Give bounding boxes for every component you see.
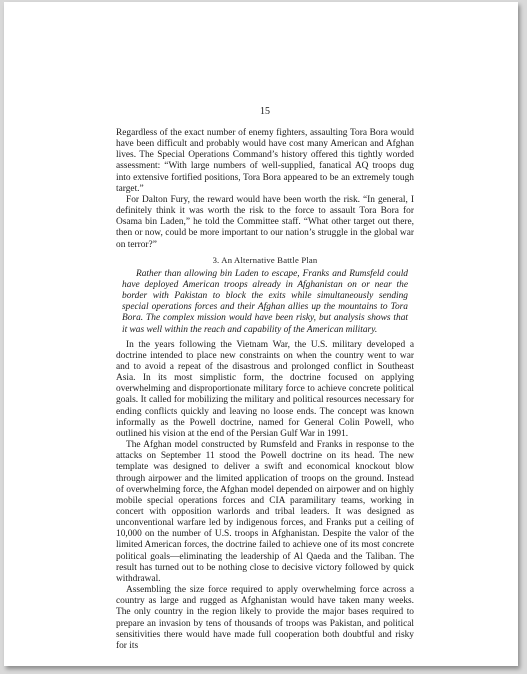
page-number: 15 [260, 106, 270, 117]
document-page [4, 2, 518, 666]
paragraph-2: For Dalton Fury, the reward would have been worth the risk. “In general, I definitely think it was worth the risk to the force to assault Tora Bora for Osama bin Laden,” he told the Committee staff. “What other target out there, then or now, could be more important to our nation’s struggle in the global war on terror?” [116, 194, 414, 250]
paragraph-1: Regardless of the exact number of enemy fighters, assaulting Tora Bora would have been difficult and probably would have cost many American and Afghan lives. The Special Operations Command’s history offered this tightly worded assessment: “With large numbers of well-supplied, fanatical AQ troops dug into extensive fortified positions, Tora Bora appeared to be an extremely tough target.” [116, 128, 414, 194]
section-summary: Rather than allowing bin Laden to escape, Franks and Rumsfeld could have deployed American troops already in Afghanistan on or near the border with Pakistan to block the exits while simultaneously sending special operations forces and their Afghan allies up the mountains to Tora Bora. The complex mission would have been risky, but analysis shows that it was well within the reach and capability of the American military. [122, 268, 408, 335]
paragraph-4: The Afghan model constructed by Rumsfeld and Franks in response to the attacks on September 11 stood the Powell doctrine on its head. The new template was designed to deliver a swift and economical knockout blow through airpower and the limited application of troops on the ground. Instead of overwhelming force, the Afghan model depended on airpower and on highly mobile special operations forces and CIA paramilitary teams, working in concert with opposition warlords and tribal leaders. It was designed as unconventional warfare led by indigenous forces, and Franks put a ceiling of 10,000 on the number of U.S. troops in Afghanistan. Despite the valor of the limited American forces, the doctrine failed to achieve one of its most concrete political goals—eliminating the leadership of Al Qaeda and the Taliban. The result has turned out to be nothing close to decisive victory followed by quick withdrawal. [116, 440, 414, 584]
paragraph-5: Assembling the size force required to apply overwhelming force across a country as large and rugged as Afghanistan would have taken many weeks. The only country in the region likely to provide the major bases required to prepare an invasion by tens of thousands of troops was Pakistan, and political sensitivities there would have made full cooperation both doubtful and risky for its [116, 585, 414, 651]
page-body [116, 106, 414, 652]
section-heading: 3. An Alternative Battle Plan [212, 254, 318, 265]
paragraph-3: In the years following the Vietnam War, the U.S. military developed a doctrine intended to place new constraints on when the country went to war and to avoid a repeat of the disastrous and prolonged conflict in Southeast Asia. In its most simplistic form, the doctrine focused on applying overwhelming and disproportionate military force to achieve concrete political goals. It called for mobilizing the military and political resources necessary for ending conflicts quickly and leaving no loose ends. The concept was known informally as the Powell doctrine, named for General Colin Powell, who outlined his vision at the end of the Persian Gulf War in 1991. [116, 339, 414, 439]
